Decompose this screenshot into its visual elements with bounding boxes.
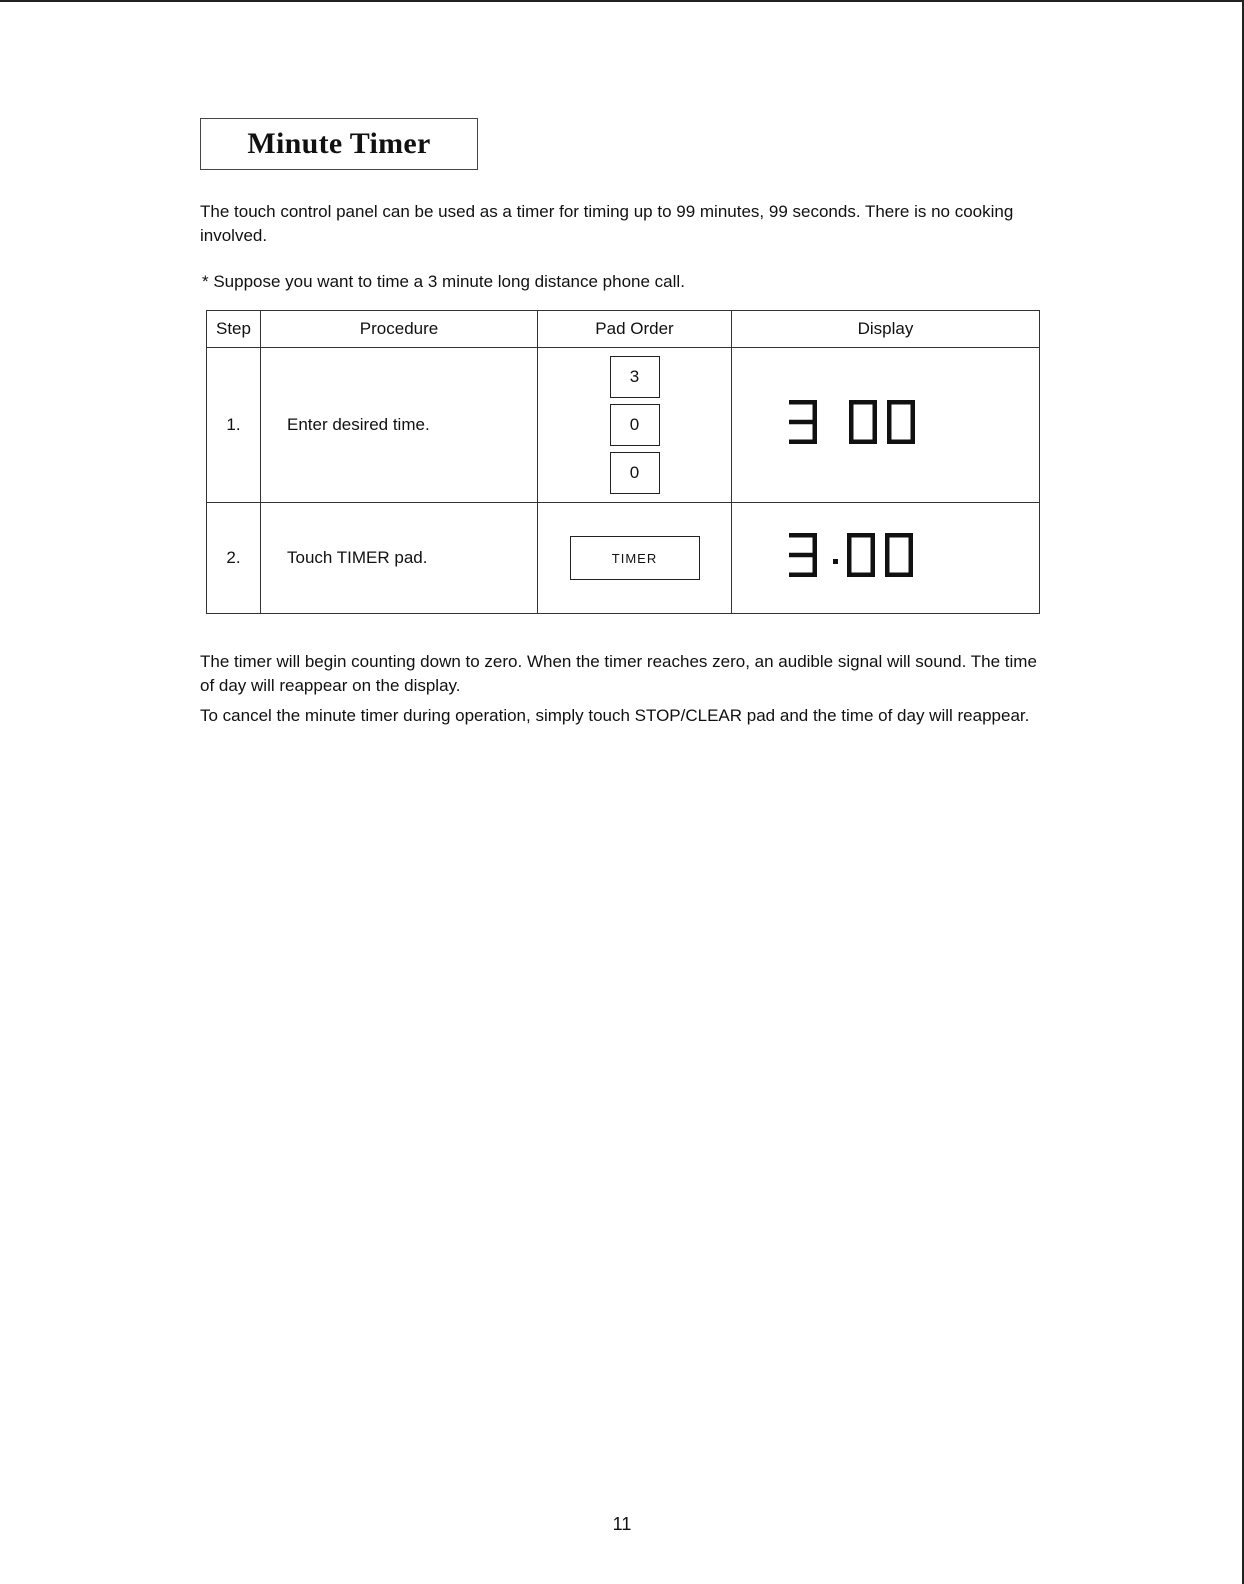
display-cell bbox=[732, 348, 1040, 503]
lcd-segment-0-b bbox=[871, 533, 876, 555]
header-step: Step bbox=[207, 311, 261, 348]
pad-key-0: 0 bbox=[610, 404, 660, 446]
table-row bbox=[207, 503, 1040, 614]
pad-key-0: 0 bbox=[610, 452, 660, 494]
lcd-segment-3-b bbox=[813, 533, 818, 555]
lcd-segment-0-f bbox=[885, 533, 890, 555]
example-note: * Suppose you want to time a 3 minute long distance phone call. bbox=[202, 272, 685, 291]
procedure-text: Enter desired time. bbox=[261, 348, 538, 503]
timer-pad: TIMER bbox=[570, 536, 700, 580]
header-display: Display bbox=[732, 311, 1040, 348]
lcd-decimal-point bbox=[833, 559, 838, 564]
lcd-segment-0-e bbox=[849, 422, 854, 444]
pad-order-cell bbox=[538, 503, 732, 614]
page-number: 11 bbox=[612, 1514, 632, 1534]
top-border bbox=[0, 0, 1244, 2]
lcd-segment-3-d bbox=[789, 440, 817, 445]
lcd-segment-0-e bbox=[887, 422, 892, 444]
lcd-segment-0-e bbox=[885, 555, 890, 577]
procedure-text: Touch TIMER pad. bbox=[261, 503, 538, 614]
lcd-display bbox=[779, 390, 979, 460]
display-cell bbox=[732, 503, 1040, 614]
steps-table bbox=[206, 310, 1040, 614]
lcd-segment-0-b bbox=[909, 533, 914, 555]
pad-order-cell bbox=[538, 348, 732, 503]
lcd-segment-3-d bbox=[789, 573, 817, 578]
lcd-digits-3.00 bbox=[779, 523, 979, 593]
lcd-segment-0-b bbox=[873, 400, 878, 422]
step-number: 2. bbox=[207, 503, 261, 614]
lcd-segment-0-f bbox=[847, 533, 852, 555]
lcd-segment-0-b bbox=[911, 400, 916, 422]
lcd-segment-0-e bbox=[847, 555, 852, 577]
lcd-segment-0-f bbox=[849, 400, 854, 422]
header-pad-order: Pad Order bbox=[538, 311, 732, 348]
lcd-segment-3-b bbox=[813, 400, 818, 422]
table-row bbox=[207, 348, 1040, 503]
page-title: Minute Timer bbox=[247, 127, 431, 160]
cancel-paragraph: To cancel the minute timer during operation, simply touch STOP/CLEAR pad and the time of day will reappear. bbox=[200, 706, 1030, 725]
intro-paragraph: The touch control panel can be used as a timer for timing up to 99 minutes, 99 seconds. There is no cooking involved. bbox=[200, 202, 1014, 245]
header-procedure: Procedure bbox=[261, 311, 538, 348]
lcd-segment-0-f bbox=[887, 400, 892, 422]
pad-key-3: 3 bbox=[610, 356, 660, 398]
table-header-row bbox=[207, 311, 1040, 348]
lcd-display bbox=[779, 523, 979, 593]
lcd-digits-3-00 bbox=[779, 390, 979, 460]
step-number: 1. bbox=[207, 348, 261, 503]
countdown-paragraph: The timer will begin counting down to zero. When the timer reaches zero, an audible signal will sound. The time of day will reappear on the display. bbox=[200, 652, 1037, 695]
section-title-box bbox=[200, 118, 478, 170]
